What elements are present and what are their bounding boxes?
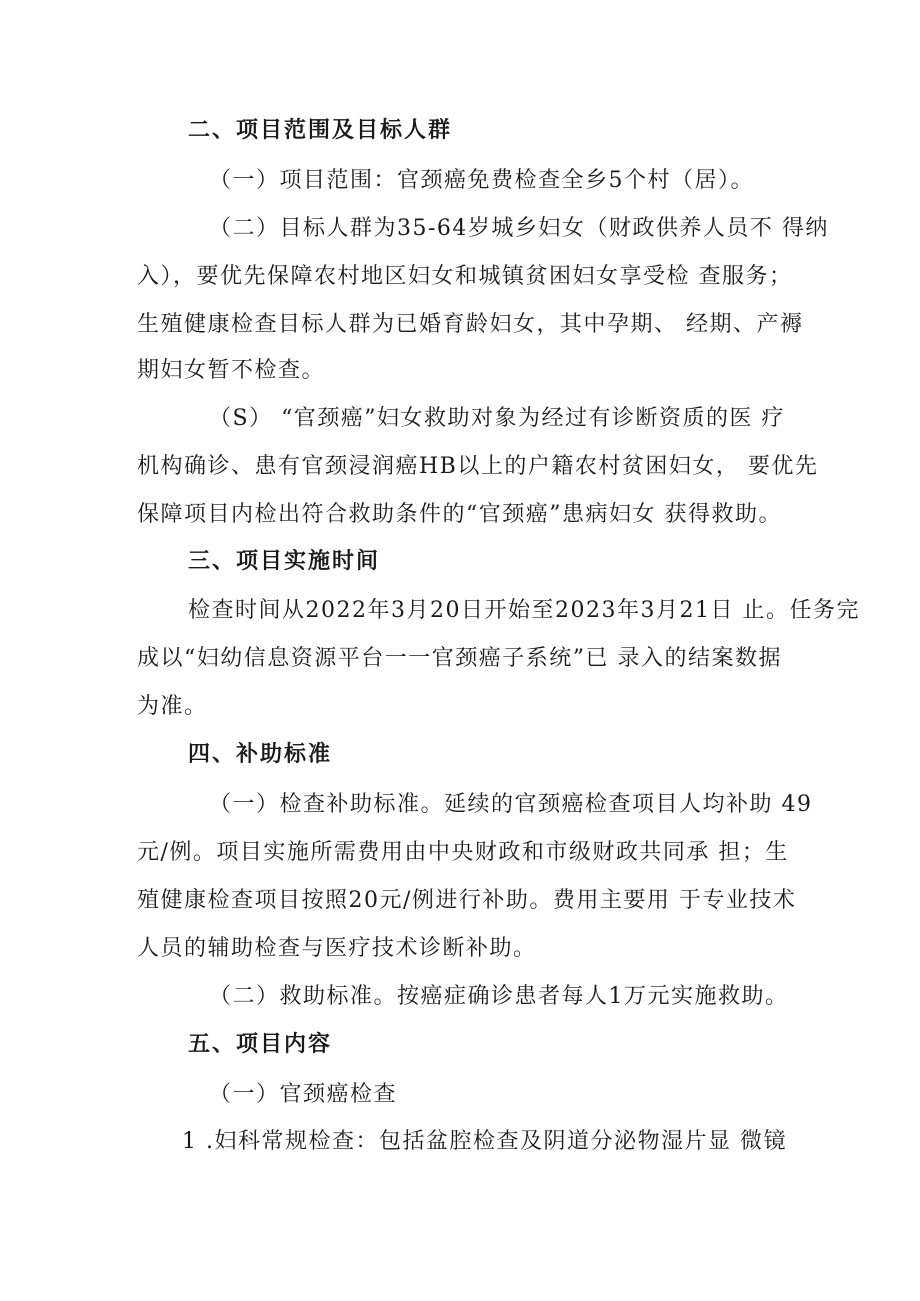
- paragraph-line: 机构确诊、患有官颈浸润癌HB以上的户籍农村贫困妇女， 要优先: [137, 454, 819, 479]
- paragraph-line: 元/例。项目实施所需费用由中央财政和市级财政共同承 担；生: [137, 840, 789, 865]
- paragraph-line: 保障项目内检出符合救助条件的“官颈癌”患病妇女 获得救助。: [137, 502, 782, 527]
- section-heading-content: 五、项目内容: [188, 1032, 333, 1057]
- section-heading-time: 三、项目实施时间: [188, 549, 381, 574]
- paragraph-line: （二）目标人群为35-64岁城乡妇女（财政供养人员不 得纳: [209, 216, 829, 241]
- paragraph-line: 为准。: [137, 694, 208, 719]
- paragraph-line: （二）救助标准。按癌症确诊患者每人1万元实施救助。: [209, 984, 789, 1009]
- paragraph-line: 1 .妇科常规检查：包括盆腔检查及阴道分泌物湿片显 微镜: [182, 1129, 787, 1154]
- paragraph-line: 殖健康检查项目按照20元/例进行补助。费用主要用 于专业技术: [137, 888, 797, 913]
- paragraph-line: 成以“妇幼信息资源平台一一官颈癌子系统”已 录入的结案数据: [137, 646, 782, 671]
- paragraph-line: （一）项目范围：官颈癌免费检查全乡5个村（居）。: [209, 168, 754, 193]
- paragraph-line: 人员的辅助检查与医疗技术诊断补助。: [137, 936, 537, 961]
- paragraph-line: （一）官颈癌检查: [209, 1082, 398, 1107]
- paragraph-line: 期妇女暂不检查。: [137, 358, 326, 383]
- paragraph-line: 生殖健康检查目标人群为已婚育龄妇女，其中孕期、 经期、产褥: [137, 312, 804, 337]
- paragraph-line: （S） “官颈癌”妇女救助对象为经过有诊断资质的医 疗: [209, 406, 786, 431]
- paragraph-line: 检查时间从2022年3月20日开始至2023年3月21日 止。任务完: [188, 598, 860, 623]
- paragraph-line: 入），要优先保障农村地区妇女和城镇贫困妇女享受检 查服务；: [137, 264, 793, 289]
- section-heading-subsidy: 四、补助标准: [188, 742, 333, 767]
- paragraph-line: （一）检查补助标准。延续的官颈癌检查项目人均补助 49: [209, 792, 813, 817]
- section-heading-scope: 二、项目范围及目标人群: [188, 118, 453, 143]
